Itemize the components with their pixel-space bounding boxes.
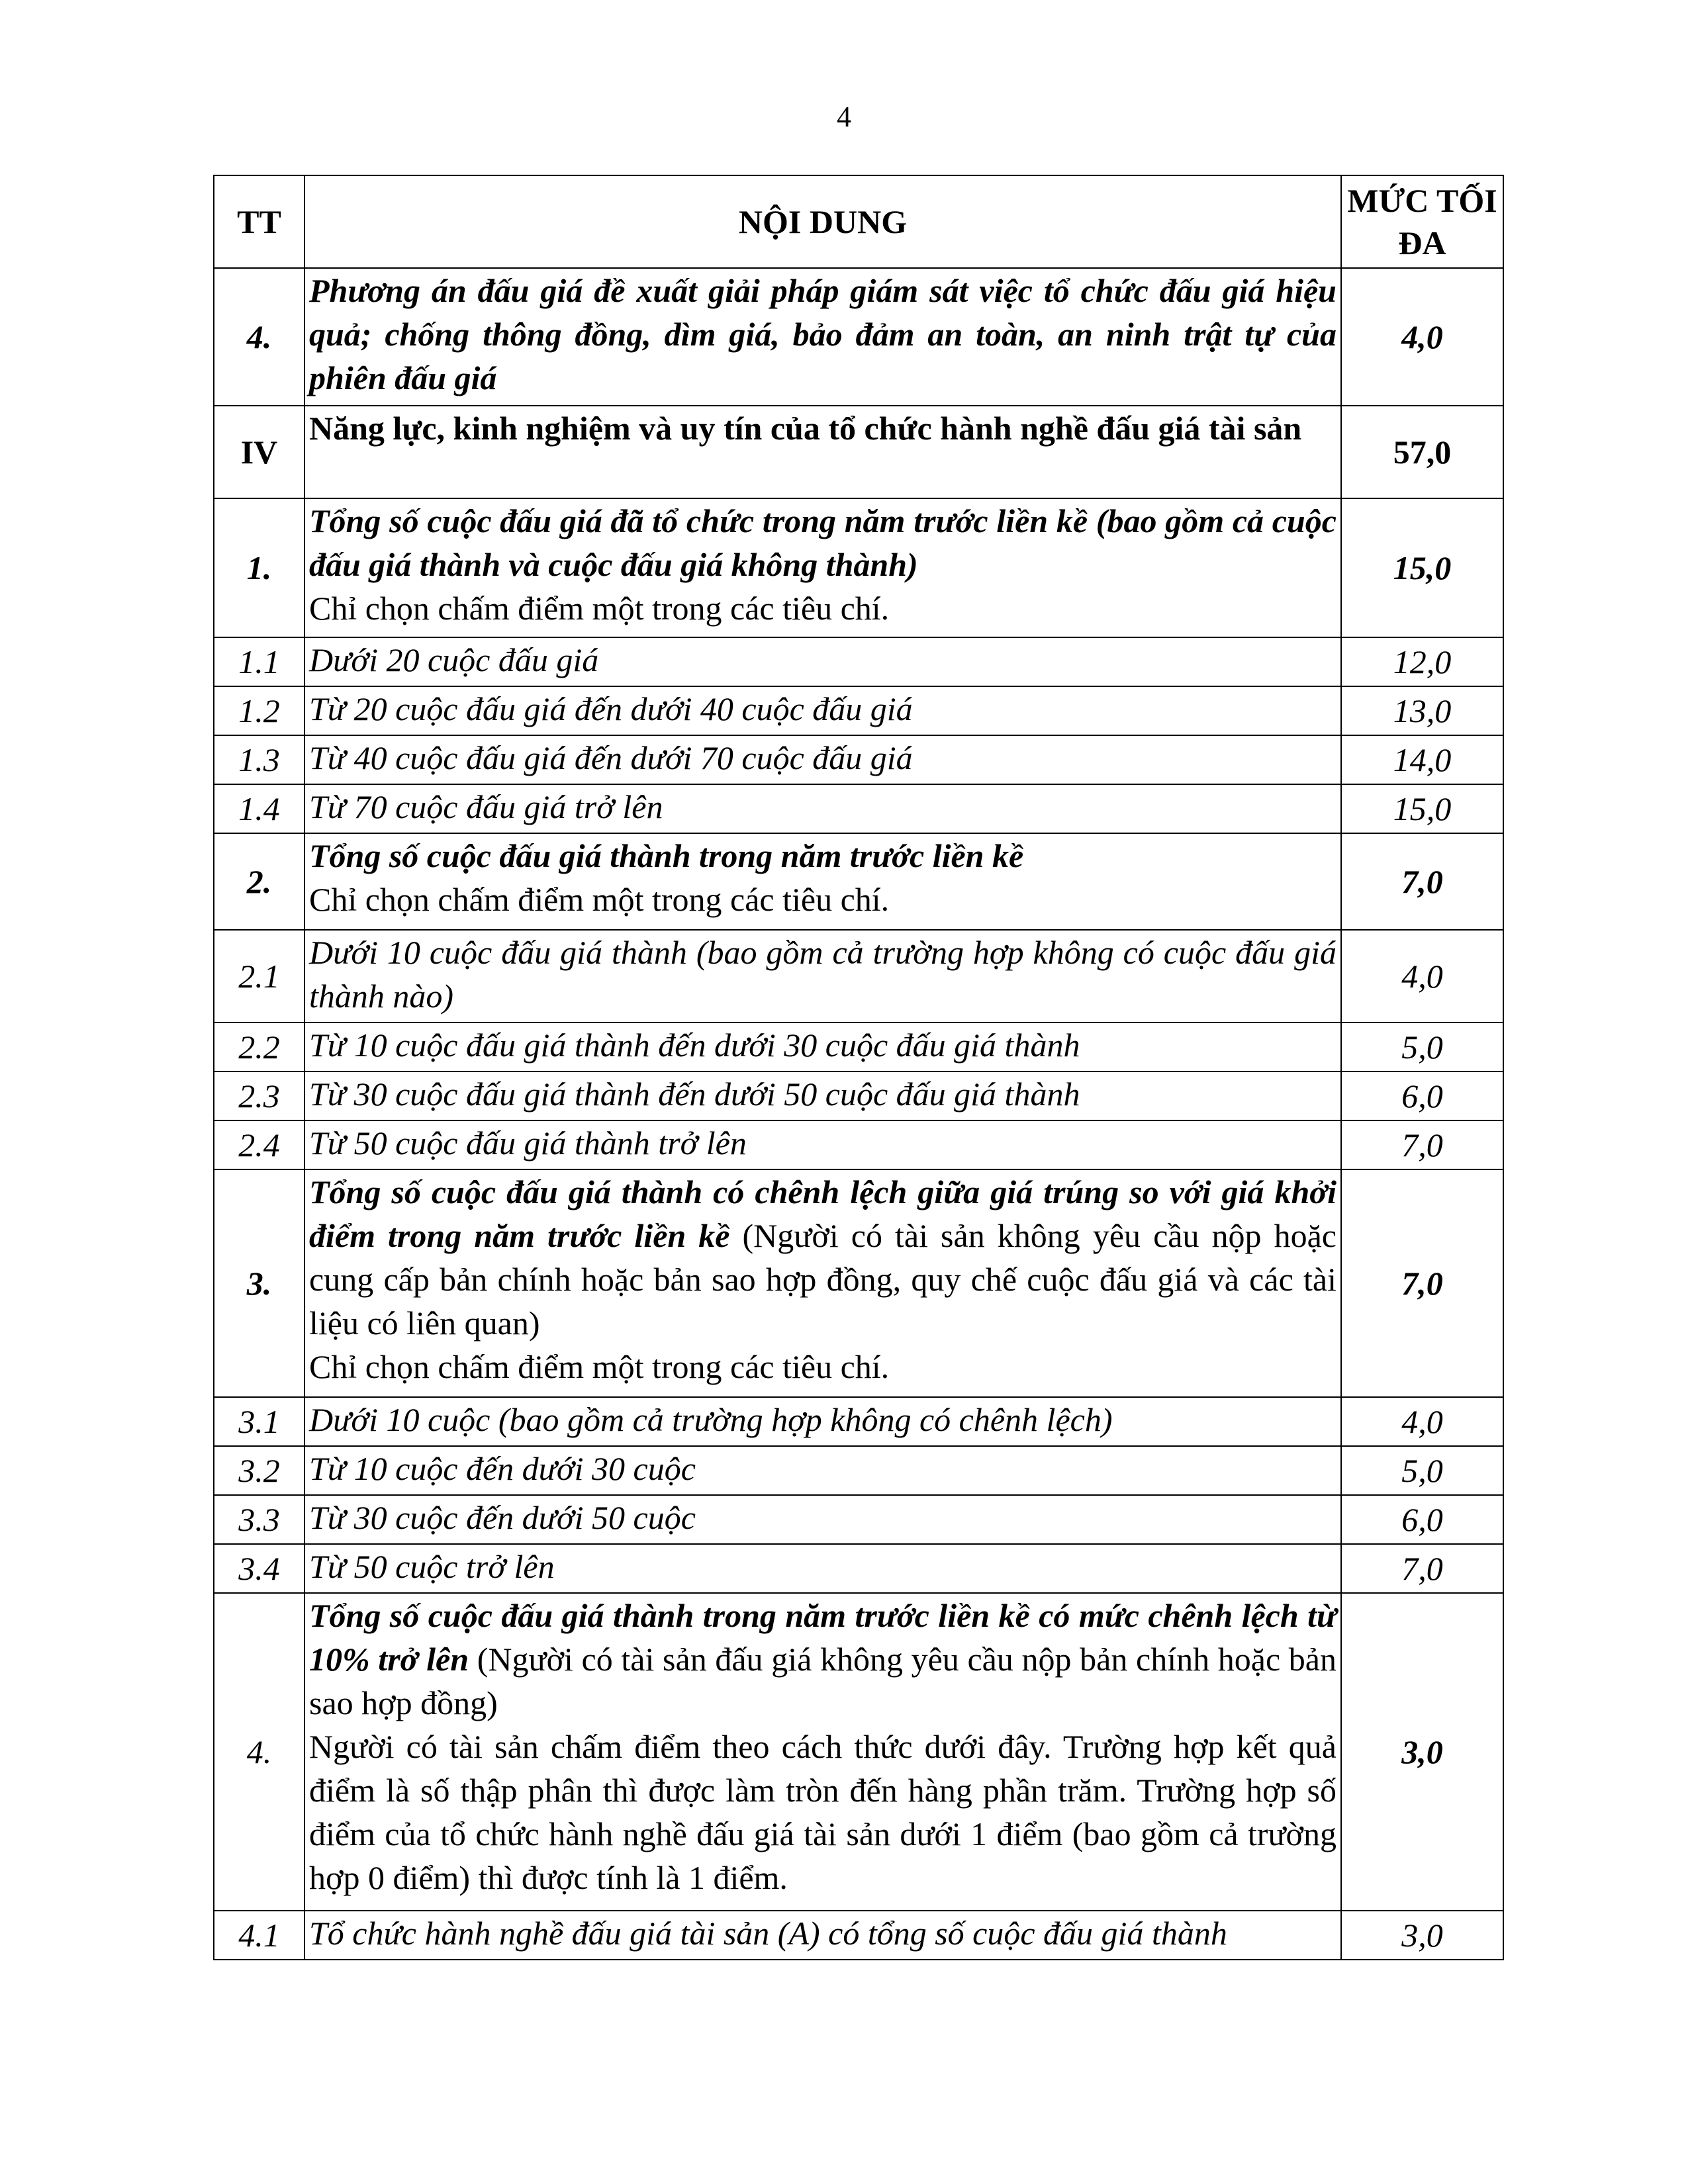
row-content — [305, 1495, 1341, 1544]
row-title: Dưới 10 cuộc (bao gồm cả trường hợp không có chênh lệch) — [309, 1401, 1113, 1438]
table-row — [214, 1495, 1503, 1544]
row-content — [305, 1169, 1341, 1397]
page-number: 4 — [837, 101, 851, 133]
table-row — [214, 406, 1503, 498]
row-content — [305, 637, 1341, 686]
row-content — [305, 833, 1341, 930]
row-content — [305, 1397, 1341, 1446]
table-row — [214, 1593, 1503, 1911]
row-title: Dưới 10 cuộc đấu giá thành (bao gồm cả trường hợp không có cuộc đấu giá thành nào) — [309, 934, 1336, 1015]
row-tt: 1.3 — [214, 735, 305, 784]
row-content — [305, 1593, 1341, 1911]
row-content — [305, 1544, 1341, 1593]
row-max: 4,0 — [1341, 268, 1503, 406]
row-title: Tổ chức hành nghề đấu giá tài sản (A) có tổng số cuộc đấu giá thành — [309, 1915, 1227, 1952]
table-row — [214, 784, 1503, 833]
row-tt: 1. — [214, 498, 305, 637]
row-tt: 4. — [214, 1593, 305, 1911]
row-title: Tổng số cuộc đấu giá thành trong năm trước liền kề có mức chênh lệch từ 10% trở lên — [309, 1597, 1336, 1678]
row-tt: 1.2 — [214, 686, 305, 735]
row-max: 7,0 — [1341, 1544, 1503, 1593]
header-tt: TT — [214, 175, 305, 268]
table-row — [214, 637, 1503, 686]
row-note: Chỉ chọn chấm điểm một trong các tiêu chí. — [309, 881, 890, 918]
row-title: Từ 20 cuộc đấu giá đến dưới 40 cuộc đấu giá — [309, 690, 913, 727]
row-note: Người có tài sản chấm điểm theo cách thức dưới đây. Trường hợp kết quả điểm là số thập phân thì được làm tròn đến hàng phần trăm. Trường hợp số điểm của tổ chức hành nghề đấu giá tài sản dưới 1 điểm (bao gồm cả trường hợp 0 điểm) thì được tính là 1 điểm. — [309, 1728, 1336, 1896]
row-tt: 1.4 — [214, 784, 305, 833]
table-row — [214, 1544, 1503, 1593]
row-content — [305, 686, 1341, 735]
row-title: Tổng số cuộc đấu giá thành có chênh lệch giữa giá trúng so với giá khởi điểm trong năm trước liền kề — [309, 1173, 1336, 1254]
row-max: 15,0 — [1341, 784, 1503, 833]
row-title: Phương án đấu giá đề xuất giải pháp giám sát việc tổ chức đấu giá hiệu quả; chống thông đồng, dìm giá, bảo đảm an toàn, an ninh trật tự của phiên đấu giá — [309, 272, 1336, 396]
row-tt: 2.3 — [214, 1071, 305, 1120]
row-tt: 2.1 — [214, 930, 305, 1023]
table-row — [214, 1446, 1503, 1495]
row-title: Từ 30 cuộc đến dưới 50 cuộc — [309, 1499, 696, 1536]
row-tt: 3. — [214, 1169, 305, 1397]
row-tt: 4.1 — [214, 1911, 305, 1960]
row-note: Chỉ chọn chấm điểm một trong các tiêu chí. — [309, 590, 890, 627]
row-title: Tổng số cuộc đấu giá đã tổ chức trong năm trước liền kề (bao gồm cả cuộc đấu giá thành và cuộc đấu giá không thành) — [309, 502, 1336, 583]
row-title: Từ 50 cuộc trở lên — [309, 1548, 555, 1585]
row-max: 5,0 — [1341, 1023, 1503, 1071]
row-title: Từ 70 cuộc đấu giá trở lên — [309, 788, 663, 825]
row-title-extra: (Người có tài sản không yêu cầu nộp hoặc cung cấp bản chính hoặc bản sao hợp đồng, quy chế cuộc đấu giá và các tài liệu có liên quan) — [309, 1217, 1336, 1342]
table-row — [214, 1911, 1503, 1960]
row-content — [305, 406, 1341, 498]
table-row — [214, 1169, 1503, 1397]
row-max: 13,0 — [1341, 686, 1503, 735]
row-tt: 2.4 — [214, 1120, 305, 1169]
row-content — [305, 930, 1341, 1023]
row-title: Từ 30 cuộc đấu giá thành đến dưới 50 cuộc đấu giá thành — [309, 1075, 1080, 1113]
row-tt: 3.4 — [214, 1544, 305, 1593]
row-content — [305, 1446, 1341, 1495]
row-tt: 2. — [214, 833, 305, 930]
row-content — [305, 784, 1341, 833]
row-tt: 4. — [214, 268, 305, 406]
row-tt: 1.1 — [214, 637, 305, 686]
row-max: 7,0 — [1341, 1120, 1503, 1169]
table-row — [214, 686, 1503, 735]
row-max: 4,0 — [1341, 1397, 1503, 1446]
table-row — [214, 268, 1503, 406]
row-content — [305, 735, 1341, 784]
row-title: Dưới 20 cuộc đấu giá — [309, 641, 599, 678]
row-content — [305, 268, 1341, 406]
row-tt: 3.2 — [214, 1446, 305, 1495]
row-note: Chỉ chọn chấm điểm một trong các tiêu chí. — [309, 1348, 890, 1385]
row-max: 12,0 — [1341, 637, 1503, 686]
row-title: Từ 10 cuộc đến dưới 30 cuộc — [309, 1450, 696, 1487]
table-row — [214, 1023, 1503, 1071]
row-content — [305, 1071, 1341, 1120]
row-max: 57,0 — [1341, 406, 1503, 498]
row-max: 14,0 — [1341, 735, 1503, 784]
row-max: 5,0 — [1341, 1446, 1503, 1495]
table-row — [214, 1120, 1503, 1169]
row-max: 6,0 — [1341, 1071, 1503, 1120]
row-content — [305, 1023, 1341, 1071]
row-tt: 2.2 — [214, 1023, 305, 1071]
row-tt: 3.1 — [214, 1397, 305, 1446]
header-max: MỨC TỐI ĐA — [1341, 175, 1503, 268]
row-title: Năng lực, kinh nghiệm và uy tín của tổ chức hành nghề đấu giá tài sản — [309, 410, 1302, 447]
row-title: Từ 40 cuộc đấu giá đến dưới 70 cuộc đấu giá — [309, 739, 913, 776]
row-title: Tổng số cuộc đấu giá thành trong năm trước liền kề — [309, 837, 1024, 874]
row-max: 7,0 — [1341, 833, 1503, 930]
row-title: Từ 50 cuộc đấu giá thành trở lên — [309, 1124, 747, 1161]
row-max: 3,0 — [1341, 1911, 1503, 1960]
table-row — [214, 833, 1503, 930]
row-title: Từ 10 cuộc đấu giá thành đến dưới 30 cuộc đấu giá thành — [309, 1026, 1080, 1064]
table-row — [214, 498, 1503, 637]
row-max: 7,0 — [1341, 1169, 1503, 1397]
table-row — [214, 1071, 1503, 1120]
row-content — [305, 498, 1341, 637]
row-max: 15,0 — [1341, 498, 1503, 637]
row-max: 4,0 — [1341, 930, 1503, 1023]
row-content — [305, 1120, 1341, 1169]
header-content: NỘI DUNG — [305, 175, 1341, 268]
row-max: 6,0 — [1341, 1495, 1503, 1544]
table-row — [214, 930, 1503, 1023]
row-title-extra: (Người có tài sản đấu giá không yêu cầu nộp bản chính hoặc bản sao hợp đồng) — [309, 1641, 1336, 1721]
row-tt: 3.3 — [214, 1495, 305, 1544]
scoring-table — [213, 175, 1504, 1960]
row-max: 3,0 — [1341, 1593, 1503, 1911]
row-tt: IV — [214, 406, 305, 498]
table-row — [214, 735, 1503, 784]
row-content — [305, 1911, 1341, 1960]
table-row — [214, 1397, 1503, 1446]
table-header-row — [214, 175, 1503, 268]
